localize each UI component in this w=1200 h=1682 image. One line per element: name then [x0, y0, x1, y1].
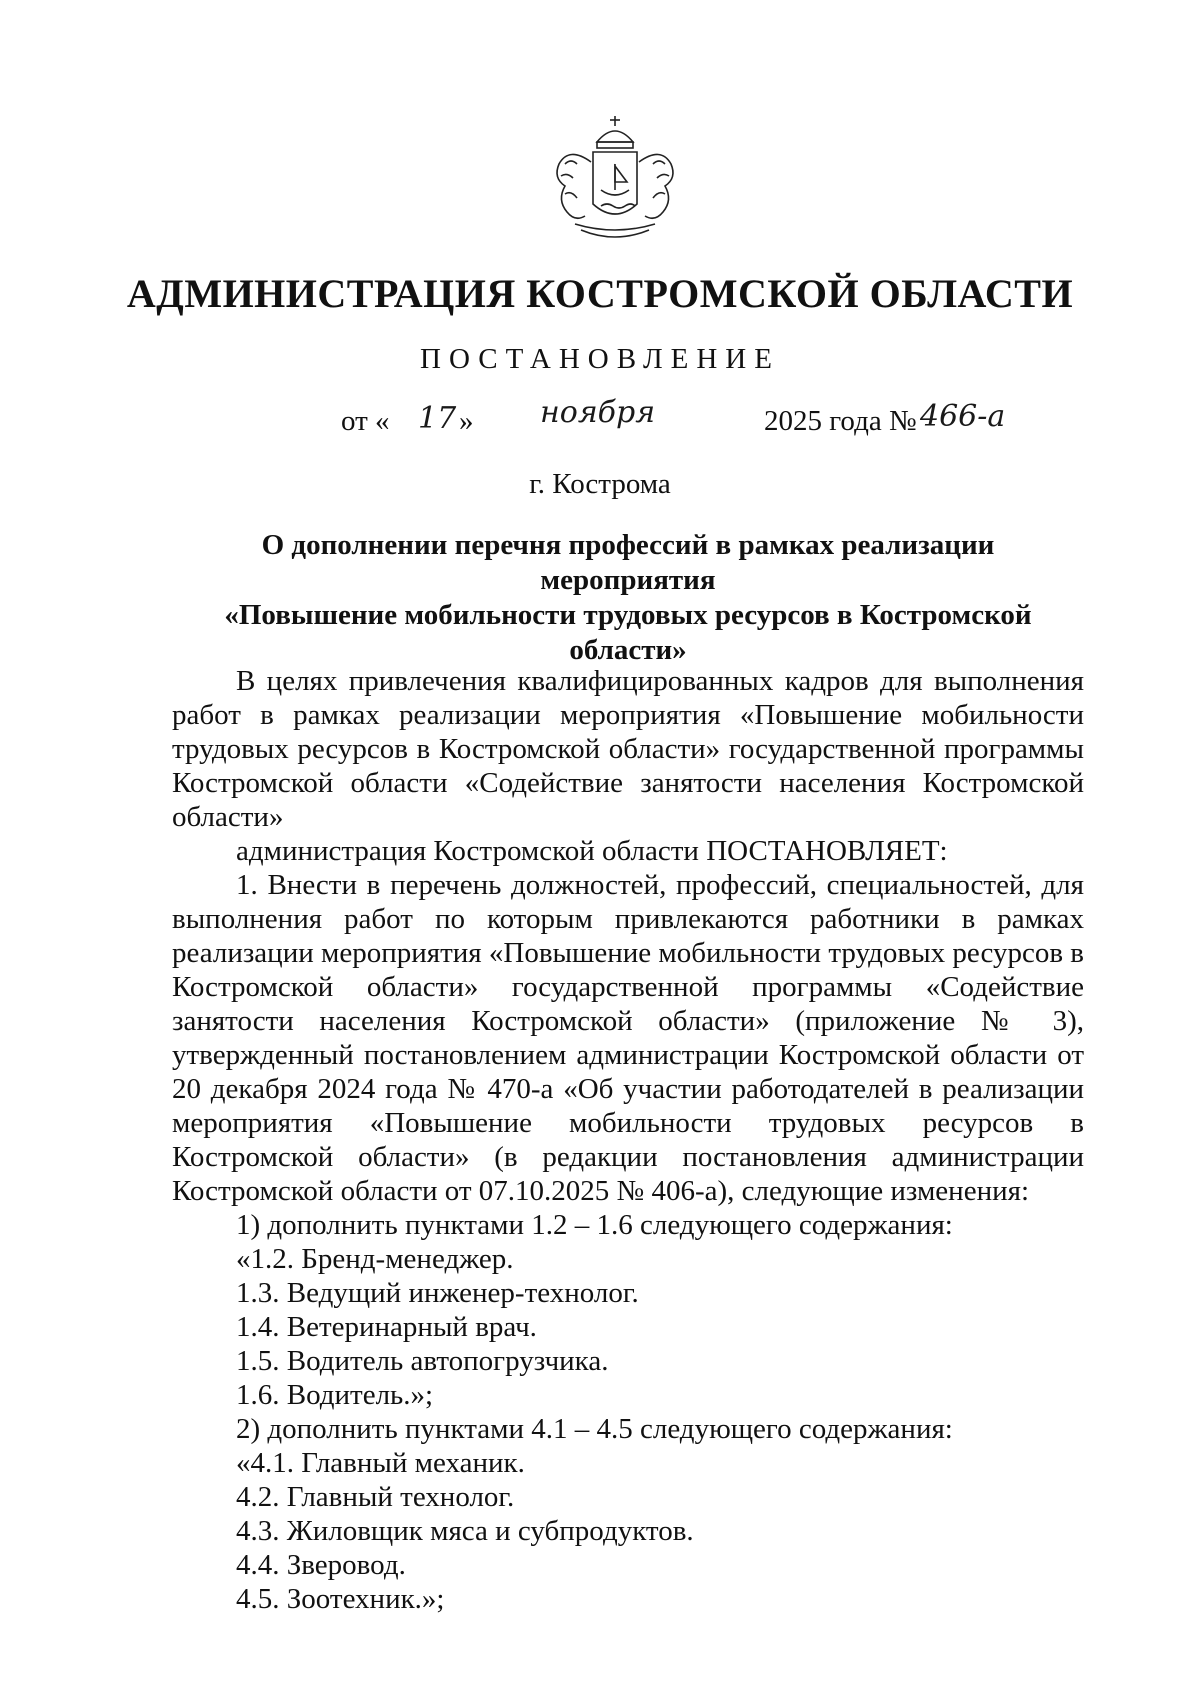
- list-item: «1.2. Бренд-менеджер.: [236, 1243, 514, 1275]
- list-item: 4.2. Главный технолог.: [236, 1481, 515, 1513]
- list-item: 1.5. Водитель автопогрузчика.: [236, 1345, 609, 1377]
- date-number-line: [0, 395, 1200, 445]
- document-type: ПОСТАНОВЛЕНИЕ: [420, 343, 780, 375]
- date-year-label: 2025 года №: [764, 405, 917, 437]
- decree-paragraph: администрация Костромской области ПОСТАНОВЛЯЕТ:: [236, 835, 948, 867]
- list-item: 4.3. Жиловщик мяса и субпродуктов.: [236, 1515, 694, 1547]
- document-number-handwritten: 466-а: [920, 399, 1006, 434]
- organization-name: АДМИНИСТРАЦИЯ КОСТРОМСКОЙ ОБЛАСТИ: [126, 271, 1074, 316]
- list-item: 1.6. Водитель.»;: [236, 1379, 434, 1411]
- list-item: 4.4. Зверовод.: [236, 1549, 406, 1581]
- document-body: [172, 664, 1084, 1616]
- date-day-handwritten: 17: [418, 401, 457, 436]
- list-item: «4.1. Главный механик.: [236, 1447, 525, 1479]
- list-item: 1) дополнить пунктами 1.2 – 1.6 следующего содержания:: [236, 1209, 953, 1241]
- date-month-handwritten: ноября: [540, 395, 656, 430]
- city-name: г. Кострома: [529, 468, 671, 500]
- list-item: 4.5. Зоотехник.»;: [236, 1583, 445, 1615]
- kostroma-coat-of-arms-icon: [535, 112, 695, 252]
- title-line-1: О дополнении перечня профессий в рамках реализации мероприятия: [261, 529, 995, 596]
- document-title: [172, 528, 1084, 668]
- title-line-2: «Повышение мобильности трудовых ресурсов в Костромской области»: [224, 599, 1032, 666]
- date-close-quote: »: [459, 405, 474, 437]
- clause-1-paragraph: 1. Внести в перечень должностей, профессий, специальностей, для выполнения работ по которым привлекаются работники в рамках реализации мероприятия «Повышение мобильности трудовых ресурсов в Костромской области» государственной программы «Содействие занятости населения Костромской области» (приложение № 3), утвержденный постановлением администрации Костромской области от 20 декабря 2024 года № 470-а «Об участии работодателей в реализации мероприятия «Повышение мобильности трудовых ресурсов в Костромской области» (в редакции постановления администрации Костромской области от 07.10.2025 № 406-а), следующие изменения:: [172, 869, 1084, 1207]
- list-item: 2) дополнить пунктами 4.1 – 4.5 следующего содержания:: [236, 1413, 953, 1445]
- date-prefix: от «: [341, 405, 390, 437]
- list-item: 1.3. Ведущий инженер-технолог.: [236, 1277, 639, 1309]
- preamble-paragraph: В целях привлечения квалифицированных кадров для выполнения работ в рамках реализации мероприятия «Повышение мобильности трудовых ресурсов в Костромской области» государственной программы Костромской области «Содействие занятости населения Костромской области»: [172, 665, 1084, 833]
- list-item: 1.4. Ветеринарный врач.: [236, 1311, 537, 1343]
